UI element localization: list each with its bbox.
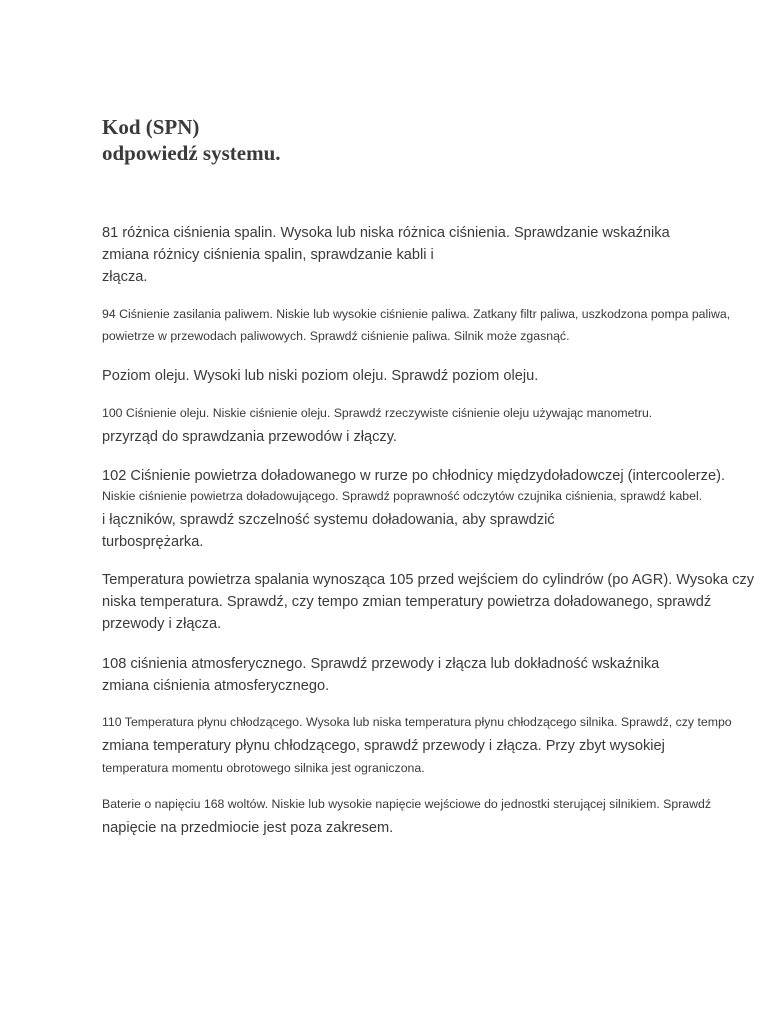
entry-168-line: Baterie o napięciu 168 woltów. Niskie lub wysokie napięcie wejściowe do jednostki sterującej silnikiem. Sprawdź <box>102 797 711 811</box>
entry-oil-level-line: Poziom oleju. Wysoki lub niski poziom oleju. Sprawdź poziom oleju. <box>102 368 539 384</box>
entry-102-line: i łączników, sprawdź szczelność systemu doładowania, aby sprawdzić <box>102 512 555 528</box>
entry-81-line: zmiana różnicy ciśnienia spalin, sprawdzanie kabli i <box>102 247 434 263</box>
entry-168-line: napięcie na przedmiocie jest poza zakresem. <box>102 820 394 836</box>
entry-81-line: 81 różnica ciśnienia spalin. Wysoka lub niska różnica ciśnienia. Sprawdzanie wskaźnika <box>102 225 670 241</box>
title-line: odpowiedź systemu. <box>102 141 281 165</box>
entry-81-line: złącza. <box>102 269 148 285</box>
entry-108-line: zmiana ciśnienia atmosferycznego. <box>102 678 330 694</box>
entry-102-line: Niskie ciśnienie powietrza doładowującego. Sprawdź poprawność odczytów czujnika ciśnienia, sprawdź kabel. <box>102 489 703 503</box>
entry-105-line: przewody i złącza. <box>102 616 222 632</box>
entry-110-line: temperatura momentu obrotowego silnika jest ograniczona. <box>102 761 425 775</box>
entry-100-line: 100 Ciśnienie oleju. Niskie ciśnienie oleju. Sprawdź rzeczywiste ciśnienie oleju używając manometru. <box>102 406 653 420</box>
entry-102-line: turbosprężarka. <box>102 534 204 550</box>
entry-108-line: 108 ciśnienia atmosferycznego. Sprawdź przewody i złącza lub dokładność wskaźnika <box>102 656 660 672</box>
entry-102-line: 102 Ciśnienie powietrza doładowanego w rurze po chłodnicy międzydoładowczej (intercoolerze). <box>102 468 725 484</box>
title-line: Kod (SPN) <box>102 115 200 139</box>
entry-110-line: 110 Temperatura płynu chłodzącego. Wysoka lub niska temperatura płynu chłodzącego silnika. Sprawdź, czy tempo <box>102 715 732 729</box>
entry-94-line: powietrze w przewodach paliwowych. Sprawdź ciśnienie paliwa. Silnik może zgasnąć. <box>102 329 570 343</box>
entry-110-line: zmiana temperatury płynu chłodzącego, sprawdź przewody i złącza. Przy zbyt wysokiej <box>102 738 665 754</box>
entry-94-line: 94 Ciśnienie zasilania paliwem. Niskie lub wysokie ciśnienie paliwa. Zatkany filtr paliwa, uszkodzona pompa paliwa, <box>102 307 731 321</box>
page-title <box>102 114 281 166</box>
entry-100-line: przyrząd do sprawdzania przewodów i złączy. <box>102 429 397 445</box>
entry-105-line: niska temperatura. Sprawdź, czy tempo zmian temperatury powietrza doładowanego, sprawdź <box>102 594 712 610</box>
entry-105-line: Temperatura powietrza spalania wynosząca 105 przed wejściem do cylindrów (po AGR). Wysoka czy <box>102 572 755 588</box>
